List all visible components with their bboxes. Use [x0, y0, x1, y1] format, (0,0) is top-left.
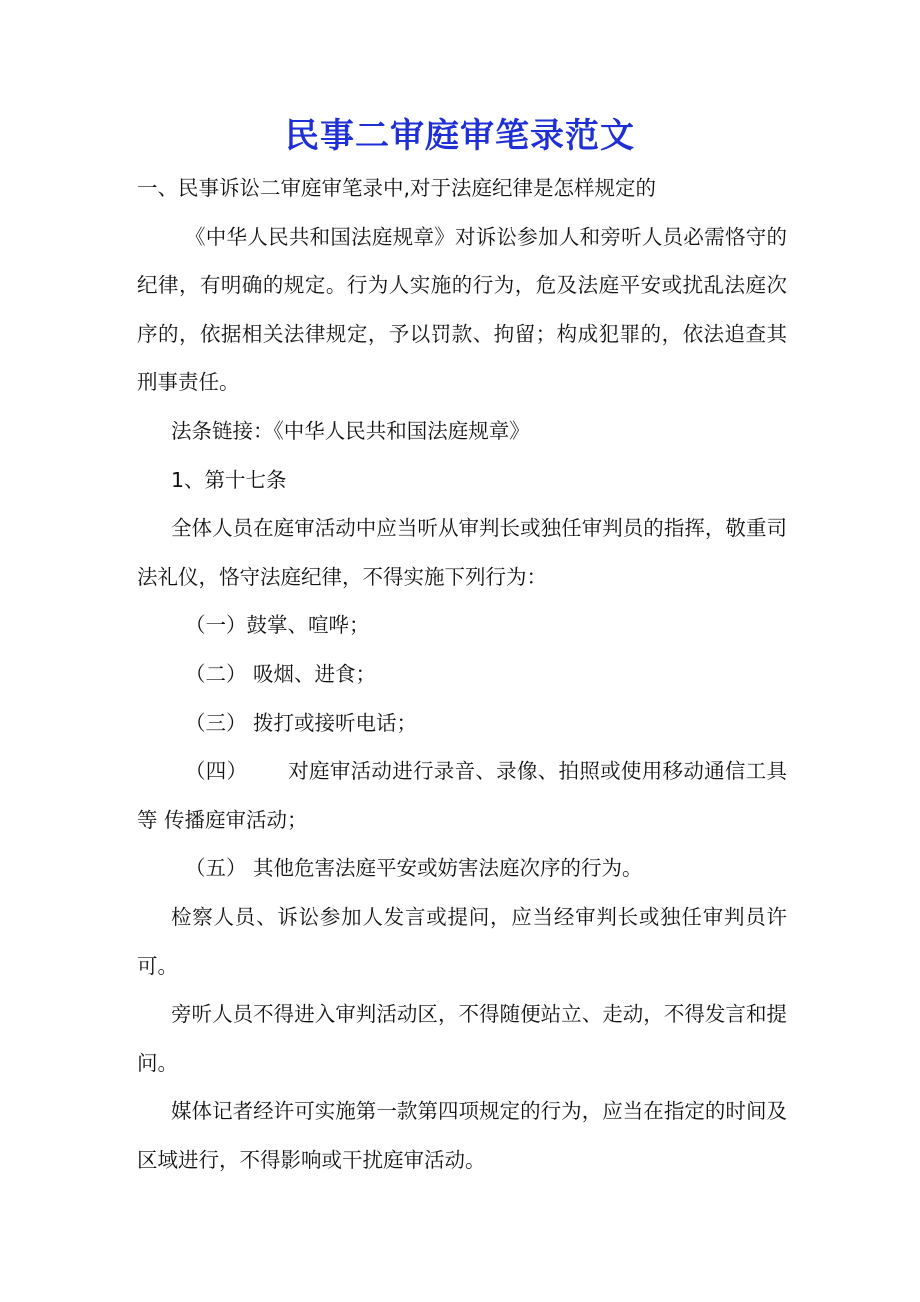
section-heading: 一、民事诉讼二审庭审笔录中,对于法庭纪律是怎样规定的 — [137, 176, 657, 200]
list-item: （四） 对庭审活动进行录音、录像、拍照或使用移动通信工具等 传播庭审活动； — [137, 759, 787, 832]
paragraph: 旁听人员不得进入审判活动区，不得随便站立、走动，不得发言和提问。 — [137, 1002, 787, 1075]
document-body — [137, 164, 787, 1184]
list-item: （一）鼓掌、喧哗； — [185, 613, 370, 638]
paragraph: 检察人员、诉讼参加人发言或提问，应当经审判长或独任审判员许可。 — [137, 904, 787, 978]
law-link: 法条链接：《中华人民共和国法庭规章》 — [171, 418, 530, 443]
article-number: 1、第十七条 — [171, 467, 287, 492]
paragraph: 《中华人民共和国法庭规章》对诉讼参加人和旁听人员必需恪守的纪律，有明确的规定。行为人实施的行为，危及法庭平安或扰乱法庭次序的，依据相关法律规定，予以罚款、拘留；构成犯罪的，依法追查其刑事责任。 — [137, 224, 787, 395]
list-item: （三） 拨打或接听电话； — [185, 710, 418, 735]
paragraph: 媒体记者经许可实施第一款第四项规定的行为，应当在指定的时间及区域进行，不得影响或干扰庭审活动。 — [137, 1099, 787, 1172]
list-item: （五） 其他危害法庭平安或妨害法庭次序的行为。 — [185, 856, 643, 881]
list-item: （二） 吸烟、进食； — [185, 661, 377, 686]
paragraph: 全体人员在庭审活动中应当听从审判长或独任审判员的指挥，敬重司法礼仪，恪守法庭纪律，不得实施下列行为： — [137, 516, 787, 589]
document-title: 民事二审庭审笔录范文 — [285, 115, 635, 156]
